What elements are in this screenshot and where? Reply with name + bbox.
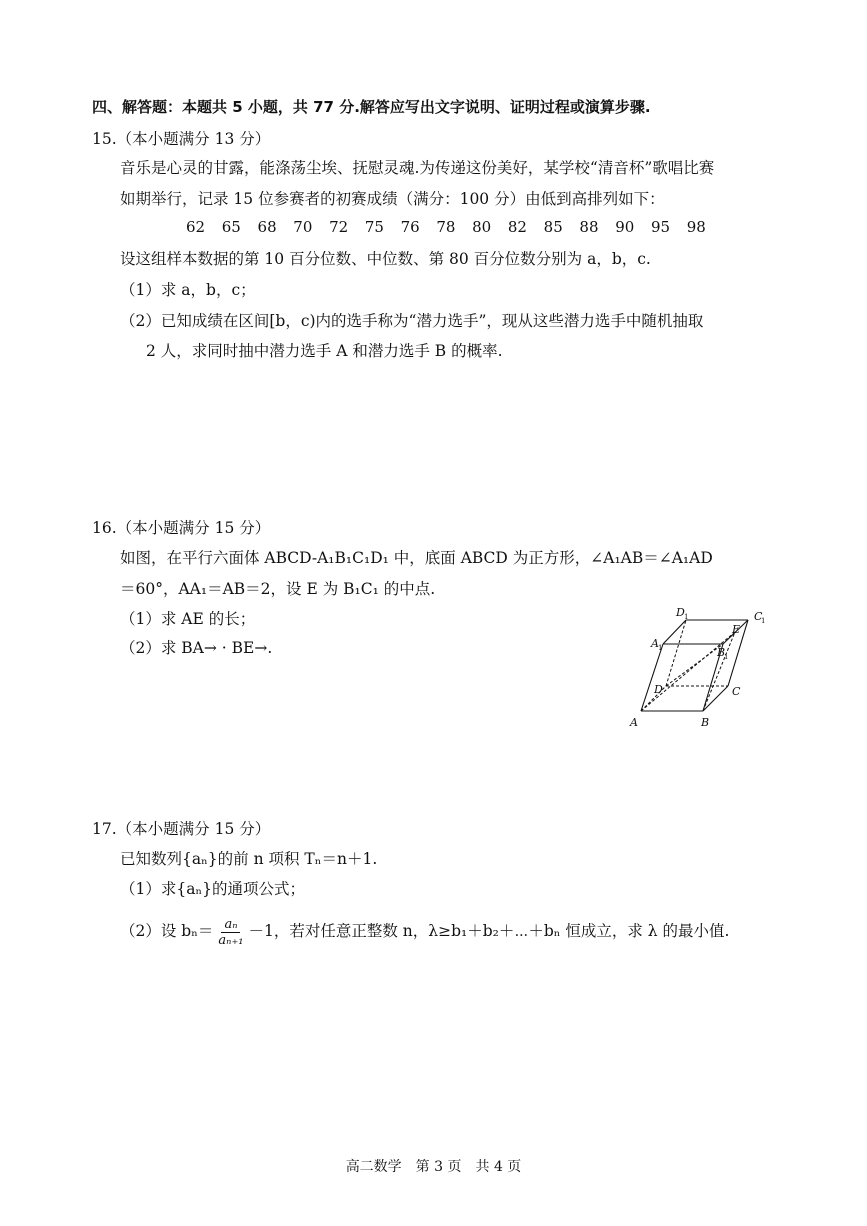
score-value: 78 (436, 218, 456, 236)
score-value: 80 (472, 218, 492, 236)
score-value: 75 (364, 218, 384, 236)
q17-part-2-prefix: （2）设 bₙ＝ (120, 922, 214, 940)
score-value: 76 (400, 218, 420, 236)
q17-intro: 已知数列{aₙ}的前 n 项积 Tₙ＝n＋1. (120, 850, 378, 868)
label-c1: C (754, 610, 763, 623)
score-value: 62 (186, 218, 206, 236)
label-c1-sub: 1 (761, 617, 766, 625)
fraction-numerator: aₙ (221, 917, 240, 933)
score-value: 65 (221, 218, 241, 236)
q16-intro-line-2: ＝60°，AA₁＝AB＝2，设 E 为 B₁C₁ 的中点. (120, 580, 436, 598)
page-footer: 高二数学 第 3 页 共 4 页 (345, 1159, 522, 1175)
score-value: 98 (686, 218, 706, 236)
label-e: E (732, 623, 741, 636)
q16-number: 16. (92, 519, 117, 537)
q16-part-1: （1）求 AE 的长； (120, 610, 256, 628)
q17-part-2 (120, 914, 729, 948)
q17-points: （本小题满分 15 分） (116, 820, 271, 838)
q15-points: （本小题满分 13 分） (116, 130, 271, 148)
fraction-denominator: aₙ₊₁ (218, 932, 244, 948)
label-b1: B (717, 646, 726, 659)
score-value: 95 (650, 218, 671, 236)
edge-aa1 (641, 644, 663, 711)
score-value: 82 (507, 218, 527, 236)
q15-number: 15. (92, 130, 117, 148)
q15-intro-line-2: 如期举行，记录 15 位参赛者的初赛成绩（满分：100 分）由低到高排列如下： (120, 190, 665, 208)
score-value: 88 (579, 218, 599, 236)
q17-part-2-suffix: －1，若对任意正整数 n，λ≥b₁＋b₂＋⋯＋bₙ 恒成立，求 λ 的最小值. (248, 922, 730, 940)
q15-intro-line-3: 设这组样本数据的第 10 百分位数、中位数、第 80 百分位数分别为 a，b，c. (120, 250, 651, 268)
label-a1: A (651, 637, 659, 650)
q15-part-1: （1）求 a，b，c； (120, 281, 256, 299)
section-heading: 四、解答题：本题共 5 小题，共 77 分.解答应写出文字说明、证明过程或演算步骤. (92, 98, 651, 116)
q16-header (92, 517, 270, 539)
label-d1: D (676, 606, 685, 619)
score-value: 72 (329, 218, 349, 236)
q15-part-2-line-2: 2 人，求同时抽中潜力选手 A 和潜力选手 B 的概率. (146, 342, 503, 360)
score-value: 70 (293, 218, 313, 236)
fraction (215, 917, 246, 948)
q16-intro-line-1: 如图，在平行六面体 ABCD-A₁B₁C₁D₁ 中，底面 ABCD 为正方形，∠A₁AB＝∠A₁AD (120, 549, 713, 567)
score-value: 68 (257, 218, 277, 236)
parallelepiped-figure (628, 604, 778, 730)
q17-number: 17. (92, 820, 117, 838)
score-value: 90 (615, 218, 635, 236)
segment-db1 (666, 644, 726, 686)
label-d: D (654, 683, 663, 696)
q15-header (92, 128, 270, 150)
q15-score-list (186, 218, 706, 236)
q17-header (92, 818, 270, 840)
q17-part-1: （1）求{aₙ}的通项公式； (120, 880, 306, 898)
score-value: 85 (543, 218, 563, 236)
label-b1-sub: 1 (724, 653, 729, 661)
label-c: C (732, 685, 741, 698)
q15-intro-line-1: 音乐是心灵的甘露，能涤荡尘埃、抚慰灵魂.为传递这份美好，某学校“清音杯”歌唱比赛 (120, 159, 715, 177)
q16-part-2: （2）求 BA→ · BE→. (120, 639, 273, 657)
label-d1-sub: 1 (684, 613, 689, 621)
label-a1-sub: 1 (658, 644, 663, 652)
label-a: A (630, 716, 638, 729)
q15-part-2-line-1: （2）已知成绩在区间[b，c)内的选手称为“潜力选手”，现从这些潜力选手中随机抽取 (120, 312, 704, 330)
q16-points: （本小题满分 15 分） (116, 519, 271, 537)
label-b: B (701, 716, 710, 729)
